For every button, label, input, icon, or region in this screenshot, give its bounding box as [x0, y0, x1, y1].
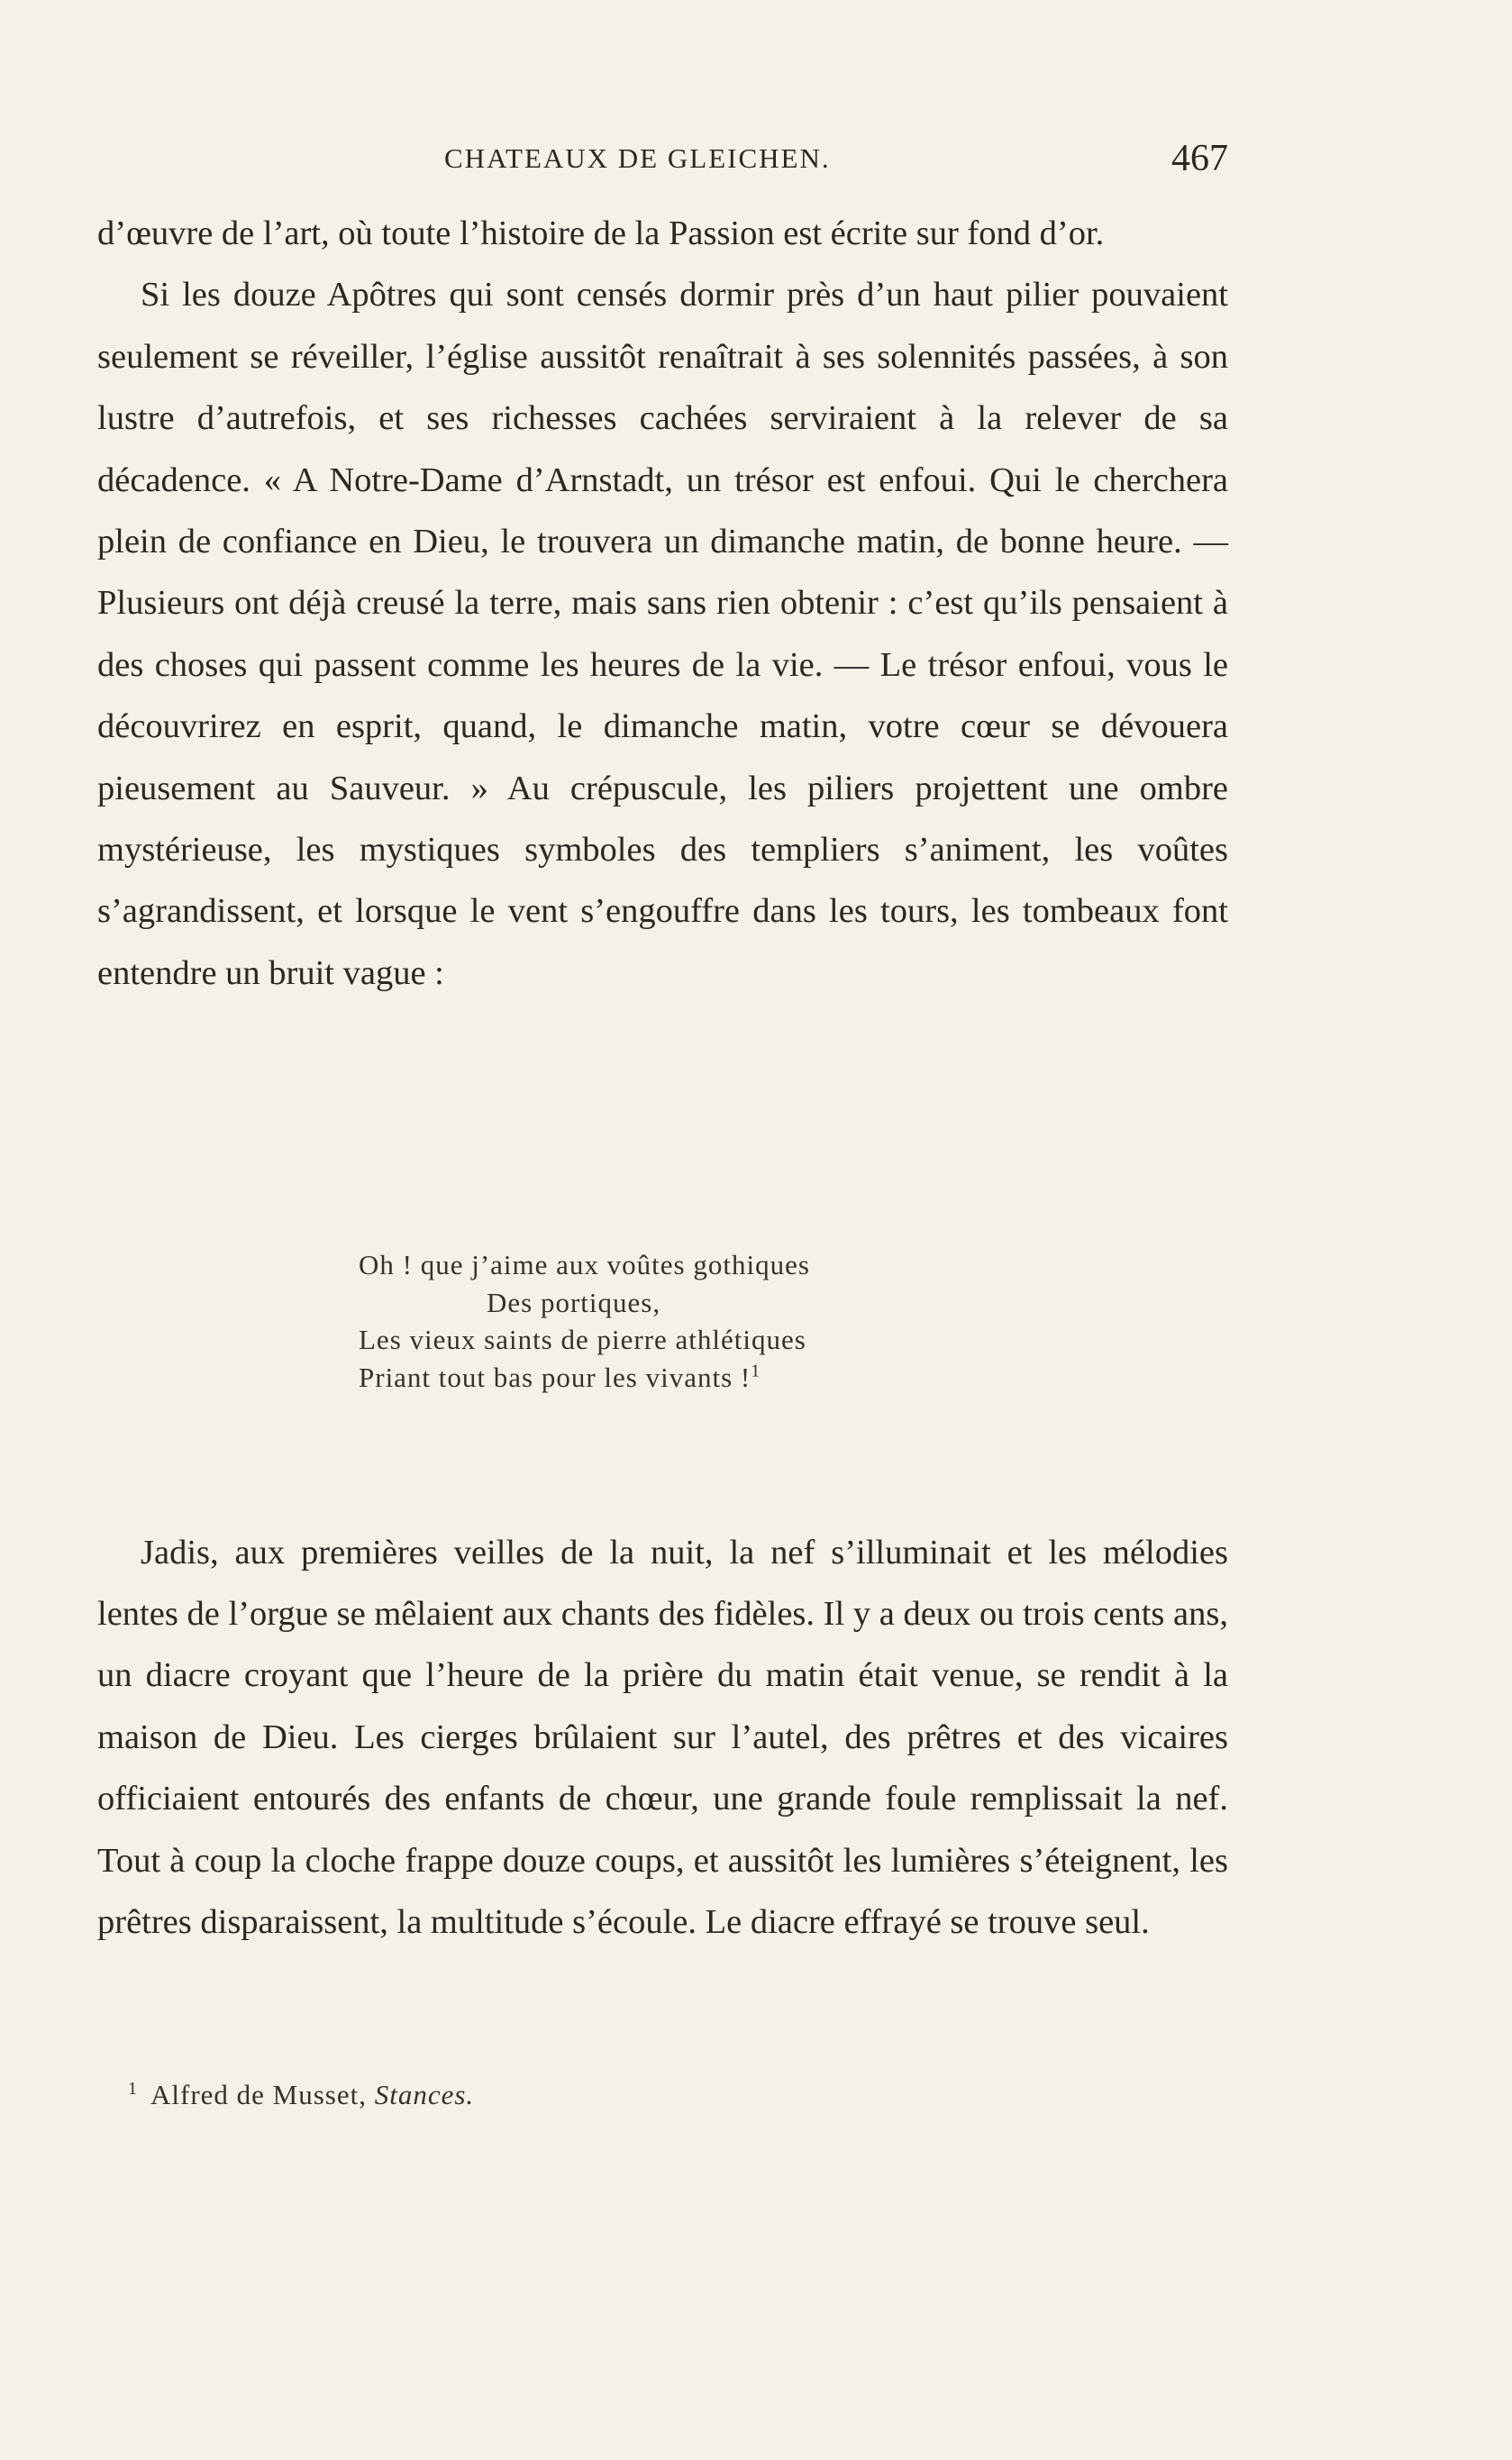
footnote-mark: 1 — [128, 2078, 138, 2099]
page-number: 467 — [1171, 138, 1228, 179]
poem-line-text: Priant tout bas pour les vivants ! — [359, 1361, 751, 1393]
second-text-block — [97, 1487, 1228, 1988]
main-text-block — [97, 203, 1228, 1004]
paragraph-apostles: Si les douze Apôtres qui sont censés dormir près d’un haut pilier pouvaient seulement se réveiller, l’église aussitôt renaîtrait à ses solennités passées, à son lustre d’autrefois, et ses richesses cachées serviraient à la relever de sa décadence. « A Notre-Dame d’Arnstadt, un trésor est enfoui. Qui le cherchera plein de confiance en Dieu, le trouvera un dimanche matin, de bonne heure. — Plusieurs ont déjà creusé la terre, mais sans rien obtenir : c’est qu’ils pensaient à des choses qui passent comme les heures de la vie. — Le trésor enfoui, vous le découvrirez en esprit, quand, le dimanche matin, votre cœur se dévouera pieusement au Sauveur. » Au crépuscule, les piliers projettent une ombre mystérieuse, les mystiques symboles des templiers s’animent, les voûtes s’agrandissent, et lorsque le vent s’engouffre dans les tours, les tombeaux font entendre un bruit vague : — [97, 276, 1228, 992]
running-title: CHATEAUX DE GLEICHEN. — [444, 142, 831, 174]
poem-stanza — [359, 1246, 989, 1396]
poem-line: Oh ! que j’aime aux voûtes gothiques — [359, 1249, 810, 1280]
page-header — [97, 137, 1228, 191]
poem-line: Des portiques, — [487, 1286, 661, 1318]
poem-line-last — [359, 1359, 989, 1397]
footnote-reference: 1 — [751, 1361, 761, 1381]
footnote-author: Alfred de Musset, — [150, 2079, 367, 2110]
footnote — [128, 2079, 474, 2111]
paragraph-continuation: d’œuvre de l’art, où toute l’histoire de la Passion est écrite sur fond d’or. — [97, 214, 1105, 252]
footnote-work: Stances. — [374, 2079, 475, 2110]
paragraph-deacon: Jadis, aux premières veilles de la nuit, la nef s’illuminait et les mélodies lentes de l’orgue se mêlaient aux chants des fidèles. Il y a deux ou trois cents ans, un diacre croyant que l’heure de la prière du matin était venue, se rendit à la maison de Dieu. Les cierges brûlaient sur l’autel, des prêtres et des vicaires officiaient entourés des enfants de chœur, une grande foule remplissait la nef. Tout à coup la cloche frappe douze coups, et aussitôt les lumières s’éteignent, les prêtres disparaissent, la multitude s’écoule. Le diacre effrayé se trouve seul. — [97, 1533, 1228, 1941]
poem-line: Les vieux saints de pierre athlétiques — [359, 1324, 806, 1355]
